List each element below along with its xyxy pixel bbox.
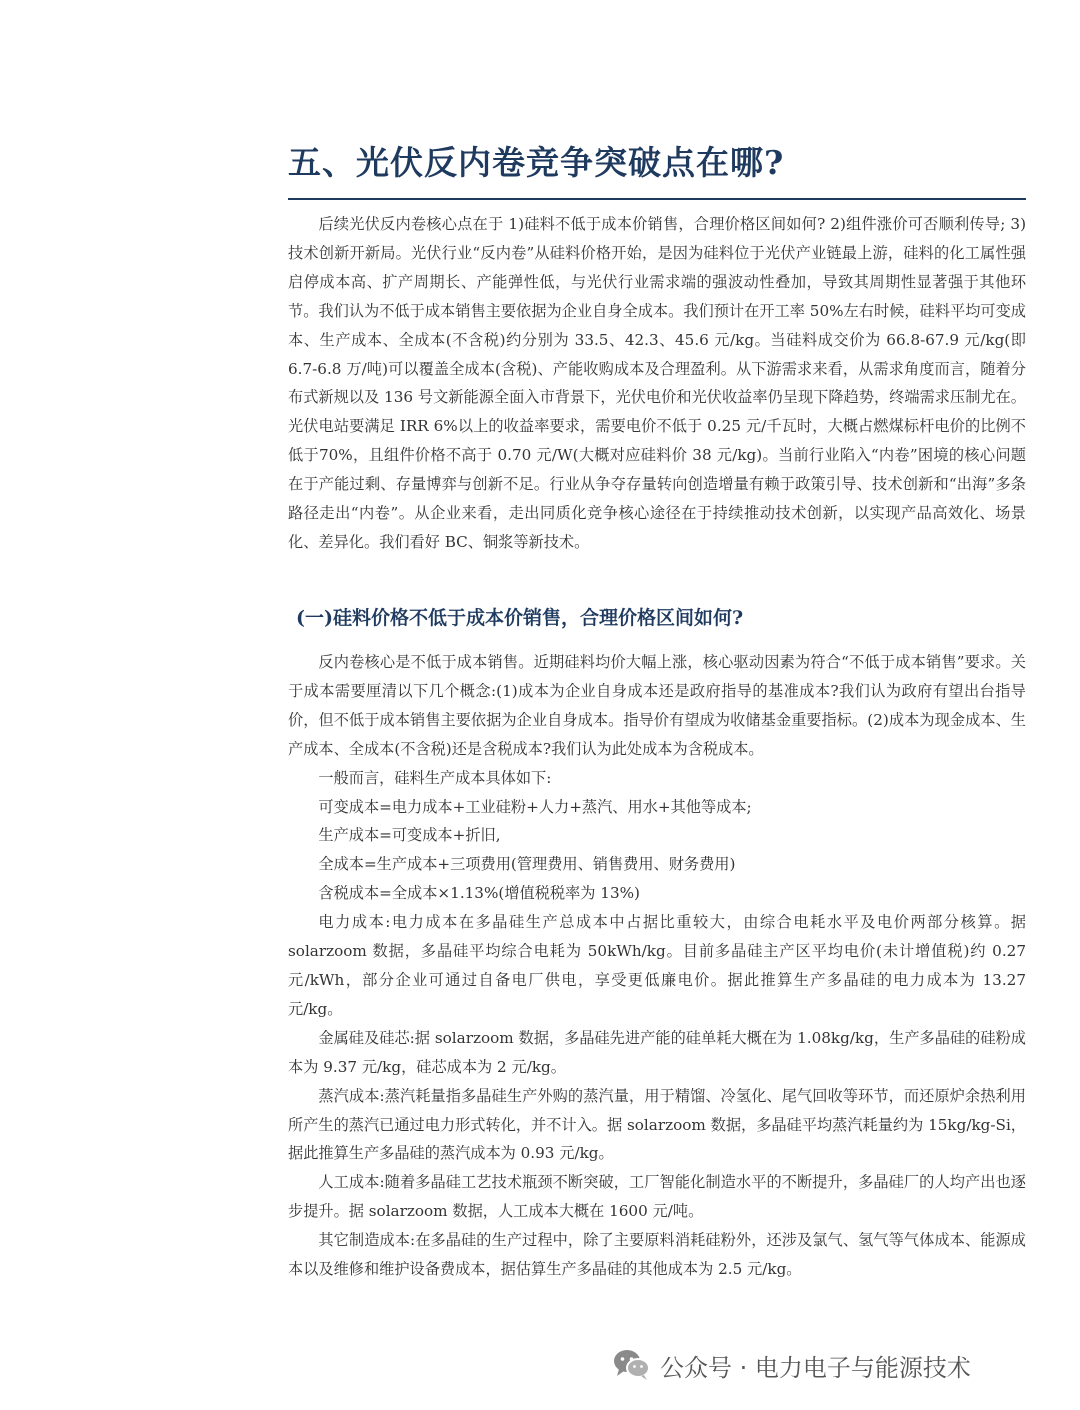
subsection-title: (一)硅料价格不低于成本价销售，合理价格区间如何? — [296, 607, 744, 629]
title-divider — [288, 198, 1026, 200]
formula-variable-cost: 可变成本=电力成本+工业硅粉+人力+蒸汽、用水+其他等成本; — [318, 797, 752, 816]
formula-tax-cost: 含税成本=全成本×1.13%(增值税税率为 13%) — [318, 884, 640, 903]
formula-full-cost: 全成本=生产成本+三项费用(管理费用、销售费用、财务费用) — [318, 855, 736, 874]
footer-text: 公众号 · 电力电子与能源技术 — [660, 1353, 971, 1382]
formula-production-cost: 生产成本=可变成本+折旧, — [318, 826, 501, 845]
watermark-footer — [612, 1340, 1052, 1390]
section-title: 五、光伏反内卷竞争突破点在哪? — [288, 143, 785, 182]
paragraph-steam-cost: 蒸汽成本:蒸汽耗量指多晶硅生产外购的蒸汽量，用于精馏、冷氢化、尾气回收等环节，而还原炉余热利用所产生的蒸汽已通过电力形式转化，并不计入。据 solarzoom 数据，多晶硅平均蒸汽耗量约为 15kg/kg-Si，据此推算生产多晶硅的蒸汽成本为 0.93 元/kg。 — [288, 1086, 1026, 1163]
intro-paragraph-block — [288, 210, 1026, 557]
paragraph-labor-cost: 人工成本:随着多晶硅工艺技术瓶颈不断突破，工厂智能化制造水平的不断提升，多晶硅厂的人均产出也逐步提升。据 solarzoom 数据，人工成本大概在 1600 元/吨。 — [288, 1173, 1026, 1221]
paragraph-concepts: 反内卷核心是不低于成本销售。近期硅料均价大幅上涨，核心驱动因素为符合“不低于成本销售”要求。关于成本需要厘清以下几个概念:(1)成本为企业自身成本还是政府指导的基准成本?我们认为政府有望出台指导价，但不低于成本销售主要依据为企业自身成本。指导价有望成为收储基金重要指标。(2)成本为现金成本、生产成本、全成本(不含税)还是含税成本?我们认为此处成本为含税成本。 — [288, 653, 1026, 758]
intro-paragraph: 后续光伏反内卷核心点在于 1)硅料不低于成本价销售，合理价格区间如何? 2)组件涨价可否顺利传导; 3)技术创新开新局。光伏行业“反内卷”从硅料价格开始，是因为硅料位于光伏产业链最上游，硅料的化工属性强启停成本高、扩产周期长、产能弹性低，与光伏行业需求端的强波动性叠加，导致其周期性显著强于其他环节。我们认为不低于成本销售主要依据为企业自身全成本。我们预计在开工率 50%左右时候，硅料平均可变成本、生产成本、全成本(不含税)约分别为 33.5、42.3、45.6 元/kg。当硅料成交价为 66.8-67.9 元/kg(即 6.7-6.8 万/吨)可以覆盖全成本(含税)、产能收购成本及合理盈利。从下游需求来看，从需求角度而言，随着分布式新规以及 136 号文新能源全面入市背景下，光伏电价和光伏收益率仍呈现下降趋势，终端需求压制尤在。光伏电站要满足 IRR 6%以上的收益率要求，需要电价不低于 0.25 元/千瓦时，大概占燃煤标杆电价的比例不低于70%，且组件价格不高于 0.70 元/W(大概对应硅料价 38 元/kg)。当前行业陷入“内卷”困境的核心问题在于产能过剩、存量博弈与创新不足。行业从争夺存量转向创造增量有赖于政策引导、技术创新和“出海”多条路径走出“内卷”。从企业来看，走出同质化竞争核心途径在于持续推动技术创新，以实现产品高效化、场景化、差异化。我们看好 BC、铜浆等新技术。 — [288, 215, 1026, 551]
paragraph-silicon-cost: 金属硅及硅芯:据 solarzoom 数据，多晶硅先进产能的硅单耗大概在为 1.08kg/kg，生产多晶硅的硅粉成本为 9.37 元/kg，硅芯成本为 2 元/kg。 — [288, 1028, 1026, 1076]
paragraph-other-cost: 其它制造成本:在多晶硅的生产过程中，除了主要原料消耗硅粉外，还涉及氯气、氢气等气体成本、能源成本以及维修和维护设备费成本，据估算生产多晶硅的其他成本为 2.5 元/kg。 — [288, 1231, 1026, 1279]
wechat-icon — [612, 1347, 652, 1383]
paragraph-power-cost: 电力成本:电力成本在多晶硅生产总成本中占据比重较大，由综合电耗水平及电价两部分核算。据 solarzoom 数据，多晶硅平均综合电耗为 50kWh/kg。目前多晶硅主产区平均电价(未计增值税)约 0.27 元/kWh，部分企业可通过自备电厂供电，享受更低廉电价。据此推算生产多晶硅的电力成本为 13.27 元/kg。 — [288, 913, 1026, 1018]
paragraph-cost-intro: 一般而言，硅料生产成本具体如下: — [318, 768, 552, 787]
subsection-body — [288, 648, 1026, 1284]
